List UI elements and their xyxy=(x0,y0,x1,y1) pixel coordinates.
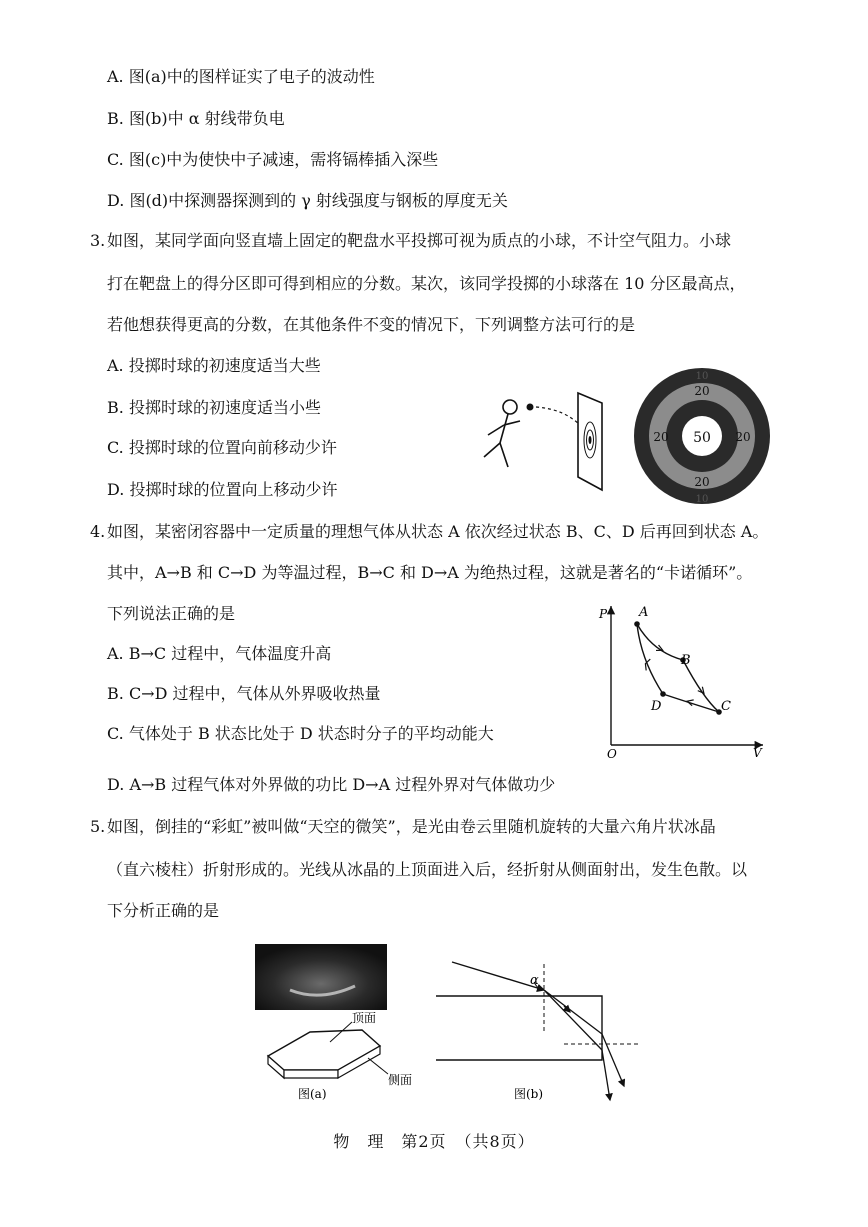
dartboard-label-right: 20 xyxy=(735,430,751,444)
point-d-label: D xyxy=(651,699,662,714)
q5-stem-line-2: （直六棱柱）折射形成的。光线从冰晶的上顶面进入后，经折射从侧面射出，发生色散。以 xyxy=(107,860,748,879)
ball xyxy=(527,404,534,411)
alpha-label: α xyxy=(530,973,539,988)
q5-stem-line-1: 如图，倒挂的“彩虹”被叫做“天空的微笑”，是光由卷云里随机旋转的大量六角片状冰晶 xyxy=(107,817,716,836)
side-face-label: 侧面 xyxy=(388,1073,413,1087)
q3-thrower-figure xyxy=(470,385,620,495)
refracted-ray-2 xyxy=(544,990,602,1050)
q4-option-d: D. A→B 过程气体对外界做的功比 D→A 过程外界对气体做功少 xyxy=(107,775,556,794)
q5-number: 5. xyxy=(90,817,106,836)
figure-b-caption: 图(b) xyxy=(514,1087,544,1101)
emergent-ray-2 xyxy=(602,1050,610,1100)
q2-option-b: B. 图(b)中 α 射线带负电 xyxy=(107,109,285,128)
q3-number: 3. xyxy=(90,231,106,250)
q3-option-c: C. 投掷时球的位置向前移动少许 xyxy=(107,438,337,457)
q3-stem-line-3: 若他想获得更高的分数，在其他条件不变的情况下，下列调整方法可行的是 xyxy=(107,315,636,334)
q3-stem-line-1: 如图，某同学面向竖直墙上固定的靶盘水平投掷可视为质点的小球，不计空气阻力。小球 xyxy=(107,231,732,250)
point-a-label: A xyxy=(639,605,649,620)
dartboard-label-bottom: 20 xyxy=(694,475,710,489)
q3-option-a: A. 投掷时球的初速度适当大些 xyxy=(107,356,321,375)
q4-option-c: C. 气体处于 B 状态比处于 D 状态时分子的平均动能大 xyxy=(107,724,494,743)
q5-figure-a xyxy=(250,940,430,1110)
q4-stem-line-3: 下列说法正确的是 xyxy=(107,604,236,623)
figure-a-caption: 图(a) xyxy=(298,1087,327,1101)
q4-option-a: A. B→C 过程中，气体温度升高 xyxy=(107,644,332,663)
q3-dartboard xyxy=(632,366,772,506)
prism-section xyxy=(436,996,602,1060)
q3-stem-line-2: 打在靶盘上的得分区即可得到相应的分数。某次，该同学投掷的小球落在 10 分区最高点， xyxy=(107,274,746,293)
point-b-label: B xyxy=(681,653,691,668)
top-face-label: 顶面 xyxy=(352,1011,377,1025)
q2-option-d: D. 图(d)中探测器探测到的 γ 射线强度与钢板的厚度无关 xyxy=(107,191,508,210)
dartboard-label-outer-bottom: 10 xyxy=(695,494,709,505)
q4-pv-graph xyxy=(595,600,775,760)
origin-label: O xyxy=(607,747,617,760)
v-axis-label: V xyxy=(753,746,762,760)
emergent-ray-1 xyxy=(602,1034,624,1086)
page-footer: 物 理 第2页 （共8页） xyxy=(333,1132,535,1151)
q4-number: 4. xyxy=(90,522,106,541)
dartboard-label-outer-top: 10 xyxy=(695,371,709,382)
p-axis-label: P xyxy=(599,607,608,621)
q5-figure-b xyxy=(430,950,645,1110)
dartboard-label-center: 50 xyxy=(693,430,711,446)
point-c-label: C xyxy=(721,699,731,714)
q3-option-d: D. 投掷时球的位置向上移动少许 xyxy=(107,480,338,499)
q4-option-b: B. C→D 过程中，气体从外界吸收热量 xyxy=(107,684,381,703)
q2-option-c: C. 图(c)中为使快中子减速，需将镉棒插入深些 xyxy=(107,150,439,169)
q4-stem-line-1: 如图，某密闭容器中一定质量的理想气体从状态 A 依次经过状态 B、C、D 后再回到状态 A。 xyxy=(107,522,769,541)
sky-photo xyxy=(255,944,387,1010)
q3-option-b: B. 投掷时球的初速度适当小些 xyxy=(107,398,321,417)
dartboard-label-left: 20 xyxy=(653,430,669,444)
q2-option-a: A. 图(a)中的图样证实了电子的波动性 xyxy=(107,67,375,86)
q5-stem-line-3: 下分析正确的是 xyxy=(107,901,220,920)
dartboard-label-top: 20 xyxy=(694,384,710,398)
q4-stem-line-2: 其中，A→B 和 C→D 为等温过程，B→C 和 D→A 为绝热过程，这就是著名的“卡诺循环”。 xyxy=(107,563,753,582)
